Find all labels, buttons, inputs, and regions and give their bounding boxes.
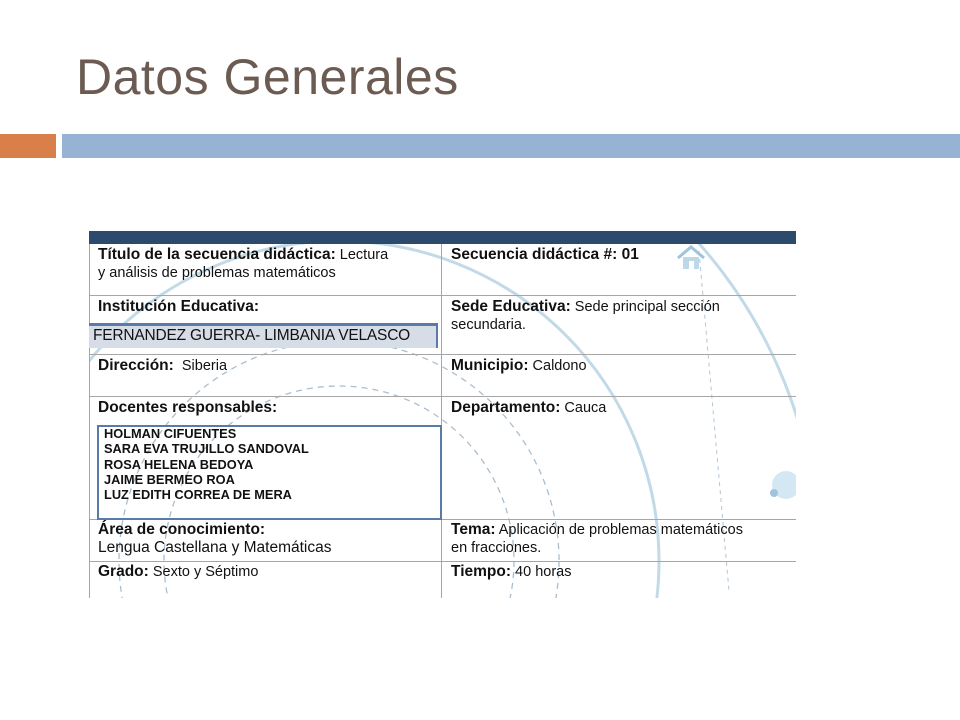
docentes-cell [98,399,277,417]
row-divider [89,561,796,562]
direccion-label: Dirección: [98,357,174,374]
home-icon [675,243,707,273]
tema-value-1: Aplicación de problemas matemáticos [498,522,743,538]
tiempo-value: 40 horas [515,564,572,580]
grado-value: Sexto y Séptimo [152,564,259,580]
municipio-label: Municipio: [451,357,529,374]
departamento-cell [451,399,606,417]
sede-label: Sede Educativa: [451,298,571,315]
accent-bar-orange [0,134,56,158]
tiempo-cell [451,563,571,581]
tema-value-2: en fracciones. [451,540,542,556]
departamento-value: Cauca [564,400,607,416]
tema-label: Tema: [451,521,496,538]
table-border-left [89,244,90,598]
titulo-cell [98,246,438,282]
institucion-value: FERNANDEZ GUERRA- LIMBANIA VELASCO [93,327,411,344]
row-divider [89,396,796,397]
titulo-value-1: Lectura [339,247,389,263]
area-label: Área de conocimiento: [98,521,266,538]
document-header-bar [89,231,796,244]
municipio-value: Caldono [532,358,587,374]
sede-cell [451,298,791,334]
institucion-label: Institución Educativa: [98,298,260,315]
row-divider [89,295,796,296]
area-value: Lengua Castellana y Matemáticas [98,539,332,556]
tema-cell [451,521,791,557]
direccion-cell [98,357,227,375]
docentes-list [104,426,309,502]
docente-name: SARA EVA TRUJILLO SANDOVAL [104,441,309,457]
sede-value-2: secundaria. [451,317,526,333]
docente-name: LUZ EDITH CORREA DE MERA [104,487,292,503]
docente-name: JAIME BERMEO ROA [104,471,235,487]
grado-cell [98,563,258,581]
table-column-divider [441,244,442,598]
slide-title: Datos Generales [76,49,459,105]
area-cell [98,521,332,557]
municipio-cell [451,357,587,375]
direccion-value: Siberia [181,358,228,374]
titulo-value-2: y análisis de problemas matemáticos [98,265,336,281]
docentes-label: Docentes responsables: [98,399,278,416]
sede-value-1: Sede principal sección [574,299,720,315]
departamento-label: Departamento: [451,399,561,416]
titulo-label: Título de la secuencia didáctica: [98,246,336,263]
docente-name: HOLMAN CIFUENTES [104,426,237,441]
docente-name: ROSA HELENA BEDOYA [104,456,254,472]
tiempo-label: Tiempo: [451,563,511,580]
institucion-cell [98,298,259,316]
row-divider [89,354,796,355]
secuencia-label: Secuencia didáctica #: 01 [451,246,639,263]
secuencia-cell [451,246,639,264]
document-image [89,231,796,598]
accent-bar-blue [62,134,960,158]
grado-label: Grado: [98,563,149,580]
